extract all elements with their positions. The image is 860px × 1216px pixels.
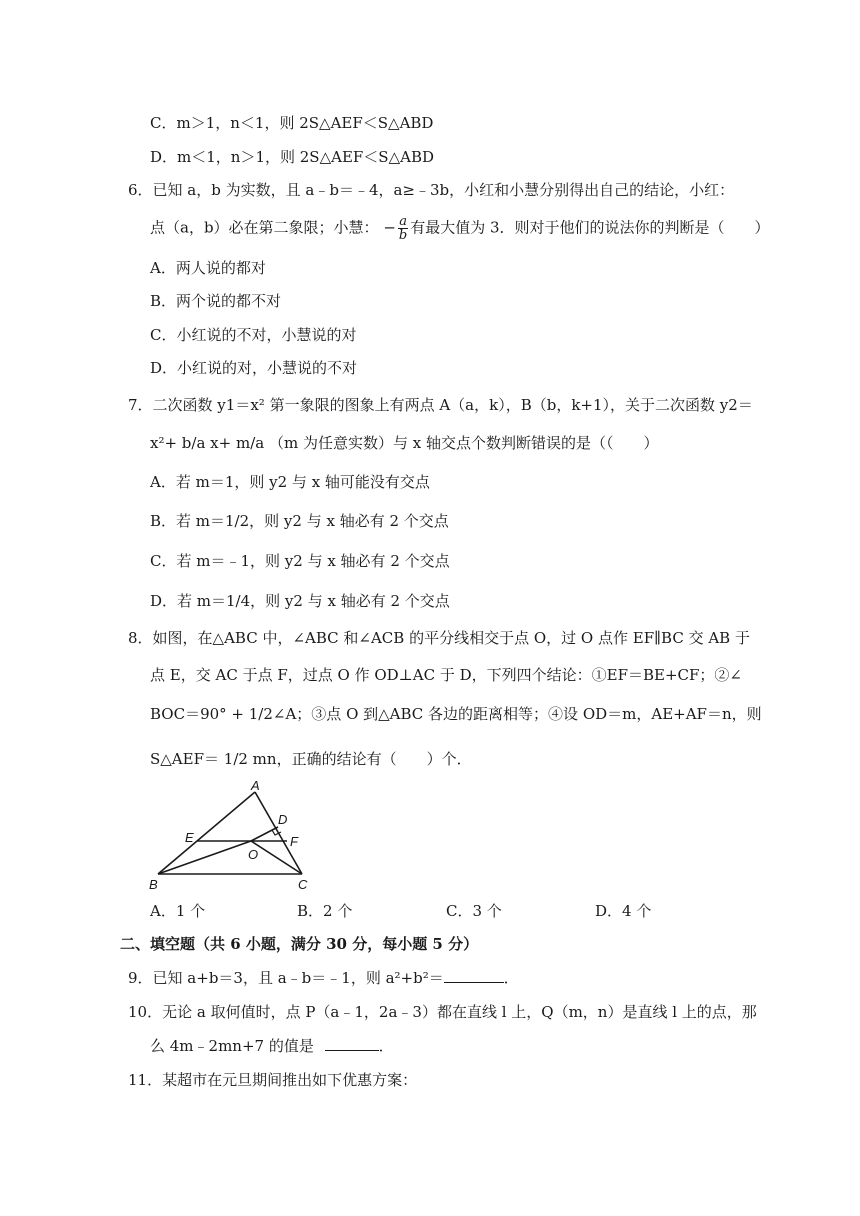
q5-option-d-text: D．m＜1，n＞1，则 2S△AEF＜S△ABD	[150, 148, 435, 166]
q10-stem-line2: 么 4m﹣2mn+7 的值是 ．	[150, 1037, 394, 1055]
segment-bo	[158, 841, 251, 874]
label-d: D	[278, 812, 288, 827]
q8-stem-line1-text: 8．如图，在△ABC 中，∠ABC 和∠ACB 的平分线相交于点 O，过 O 点作 EF∥BC 交 AB 于	[128, 629, 750, 647]
q7-option-d-text: D．若 m＝1/4，则 y2 与 x 轴必有 2 个交点	[150, 592, 450, 610]
q10-answer-blank[interactable]	[325, 1036, 379, 1051]
q6-option-a	[150, 257, 266, 279]
q9-stem: 9．已知 a+b＝3，且 a﹣b＝﹣1，则 a²+b²＝ ．	[128, 969, 519, 987]
q8-option-c-text: C．3 个	[446, 902, 502, 920]
q6-option-b	[150, 290, 281, 312]
q8-triangle-figure	[140, 780, 330, 892]
q10-stem-line1-text: 10．无论 a 取何值时，点 P（a﹣1，2a﹣3）都在直线 l 上，Q（m，n）是直线 l 上的点，那	[128, 1003, 757, 1021]
q7-option-a	[150, 471, 430, 493]
q7-stem-line2	[150, 432, 658, 454]
q8-stem-line3-text: BOC＝90° + 1/2∠A；③点 O 到△ABC 各边的距离相等；④设 OD＝m，AE+AF＝n，则	[150, 705, 762, 723]
q6-option-d-text: D．小红说的对，小慧说的不对	[150, 359, 358, 377]
label-b: B	[149, 877, 158, 892]
section-2-heading	[120, 933, 478, 955]
q8-option-a-text: A．1 个	[150, 902, 206, 920]
label-e: E	[185, 830, 194, 845]
q5-option-c-text: C．m＞1，n＜1，则 2S△AEF＜S△ABD	[150, 114, 434, 132]
label-o: O	[248, 847, 259, 862]
label-f: F	[290, 834, 298, 849]
q8-option-b-text: B．2 个	[297, 902, 353, 920]
q6-fraction-num: a	[399, 214, 407, 229]
q7-option-d	[150, 590, 450, 612]
q6-minus-sign: −	[383, 218, 396, 237]
q6-fraction	[398, 215, 408, 242]
q11-stem-text: 11．某超市在元旦期间推出如下优惠方案：	[128, 1071, 418, 1089]
q8-stem-line1	[128, 627, 750, 649]
q9-answer-blank[interactable]	[444, 968, 504, 983]
q7-option-b-text: B．若 m＝1/2，则 y2 与 x 轴必有 2 个交点	[150, 512, 449, 530]
q7-option-b	[150, 510, 449, 532]
label-c: C	[298, 877, 308, 892]
q8-stem-line2	[150, 664, 742, 686]
q6-fraction-den: b	[398, 228, 408, 243]
q8-stem-line3	[150, 703, 762, 725]
q7-option-c	[150, 550, 450, 572]
q7-stem-line1	[128, 394, 753, 416]
q8-option-c	[446, 900, 502, 922]
label-a: A	[251, 780, 260, 793]
q10-stem-line2-text: 么 4m﹣2mn+7 的值是	[150, 1037, 314, 1055]
q6-option-c	[150, 324, 356, 346]
q11-stem	[128, 1069, 417, 1091]
q6-stem-line1	[128, 179, 734, 201]
q7-stem-line1-text: 7．二次函数 y1＝x² 第一象限的图象上有两点 A（a，k），B（b，k+1），关于二次函数 y2＝	[128, 396, 753, 414]
section-2-heading-text: 二、填空题（共 6 小题，满分 30 分，每小题 5 分）	[120, 935, 479, 953]
q8-option-d-text: D．4 个	[595, 902, 652, 920]
q8-stem-line2-text: 点 E，交 AC 于点 F，过点 O 作 OD⊥AC 于 D，下列四个结论：①EF＝BE+CF；②∠	[150, 666, 742, 684]
q7-stem-line2-text: x²+ b/a x+ m/a （m 为任意实数）与 x 轴交点个数判断错误的是（（ ）	[150, 434, 659, 452]
q6-option-d	[150, 357, 357, 379]
q5-option-c	[150, 112, 433, 134]
q9-stem-text: 9．已知 a+b＝3，且 a﹣b＝﹣1，则 a²+b²＝	[128, 969, 444, 987]
q6-option-c-text: C．小红说的不对，小慧说的对	[150, 326, 357, 344]
q8-option-d	[595, 900, 651, 922]
side-ab	[158, 792, 255, 874]
q6-option-b-text: B．两个说的都不对	[150, 292, 282, 310]
q6-stem-line2-a: 点（a，b）必在第二象限；小慧：	[150, 218, 379, 237]
q6-option-a-text: A．两人说的都对	[150, 259, 266, 277]
q7-option-a-text: A．若 m＝1，则 y2 与 x 轴可能没有交点	[150, 473, 430, 491]
q8-stem-line4-text: S△AEF＝ 1/2 mn，正确的结论有（ ）个．	[150, 750, 472, 768]
q6-stem-line1-text: 6．已知 a，b 为实数，且 a﹣b＝﹣4，a≥﹣3b，小红和小慧分别得出自己的结论，小红：	[128, 181, 735, 199]
q8-option-b	[297, 900, 352, 922]
q8-stem-line4	[150, 748, 472, 770]
q7-option-c-text: C．若 m＝﹣1，则 y2 与 x 轴必有 2 个交点	[150, 552, 450, 570]
q6-stem-line2-b: 有最大值为 3．则对于他们的说法你的判断是（ ）	[410, 218, 770, 237]
q5-option-d	[150, 146, 434, 168]
q10-stem-line1	[128, 1001, 757, 1023]
q8-option-a	[150, 900, 205, 922]
q6-stem-line2	[150, 215, 770, 242]
